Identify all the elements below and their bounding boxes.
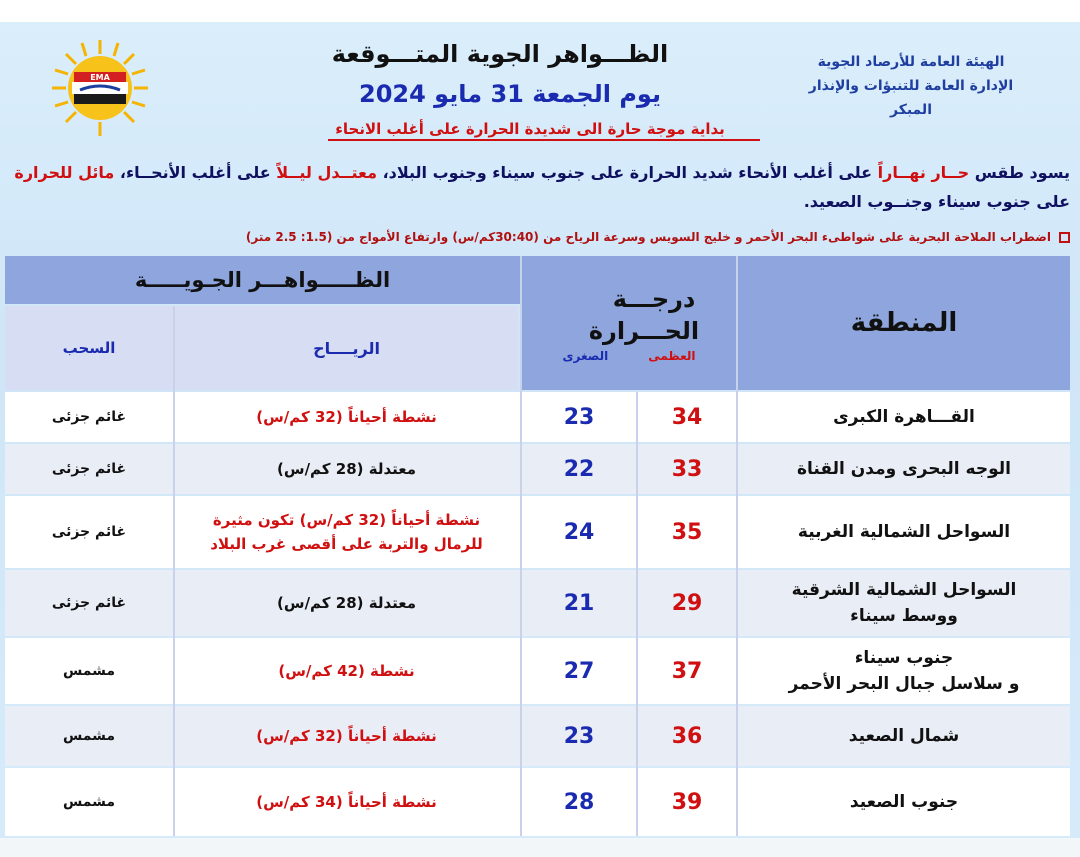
- clouds-cell: مشمس: [62, 663, 116, 679]
- marine-warning: [70, 230, 1070, 244]
- top-strip: [0, 0, 1080, 22]
- header-min: الصغرى: [562, 349, 609, 363]
- table-row: [5, 638, 1070, 704]
- min-temp-cell: 27: [563, 658, 595, 684]
- header-max: العظمى: [648, 349, 696, 363]
- column-divider: [636, 392, 638, 836]
- min-temp-cell: 23: [563, 723, 595, 749]
- region-cell: شمال الصعيد: [848, 726, 960, 746]
- column-divider: [520, 256, 522, 836]
- page-title: الظـــواهر الجوية المتـــوقعة: [331, 40, 669, 68]
- forecast-date: [330, 80, 690, 108]
- min-temp-cell: 28: [563, 789, 595, 815]
- clouds-cell: غائم جزئى: [51, 595, 127, 611]
- region-cell: جنوب الصعيد: [849, 792, 959, 812]
- max-temp-cell: 29: [671, 590, 703, 616]
- region-cell: الوجه البحرى ومدن القناة: [797, 459, 1011, 479]
- wind-cell: معتدلة (28 كم/س): [277, 460, 416, 478]
- checkbox-bullet-icon: [1059, 232, 1070, 243]
- date-year: 2024: [359, 80, 426, 108]
- max-temp-cell: 35: [671, 519, 703, 545]
- max-temp-cell: 33: [671, 456, 703, 482]
- forecast-table: [5, 256, 1070, 836]
- header-phenomena: الظـــــواهـــر الجـويـــــة: [5, 256, 520, 304]
- table-row: [5, 496, 1070, 568]
- header-wind: الريــــاح: [175, 306, 518, 390]
- ema-logo: [50, 38, 150, 138]
- heatwave-headline: بداية موجة حارة الى شديدة الحرارة على أغلب الانحاء: [290, 120, 770, 138]
- clouds-cell: مشمس: [62, 794, 116, 810]
- table-row: [5, 392, 1070, 442]
- wind-cell: معتدلة (28 كم/س): [277, 594, 416, 612]
- max-temp-cell: 37: [671, 658, 703, 684]
- min-temp-cell: 24: [563, 519, 595, 545]
- region-cell: السواحل الشمالية الشرقية ووسط سيناء: [791, 580, 1017, 626]
- svg-text:EMA: EMA: [90, 73, 110, 82]
- date-prefix: يوم الجمعة: [532, 80, 661, 108]
- column-divider: [173, 306, 175, 836]
- column-divider: [736, 256, 738, 836]
- org-line-2: الإدارة العامة للتنبؤات والإنذار المبكر: [808, 78, 1014, 118]
- wind-cell: نشطة (42 كم/س): [278, 662, 415, 680]
- region-cell: السواحل الشمالية الغربية: [797, 522, 1011, 542]
- clouds-cell: غائم جزئى: [51, 461, 127, 477]
- max-temp-cell: 34: [671, 404, 703, 430]
- date-day: 31: [490, 80, 524, 108]
- table-row: [5, 570, 1070, 636]
- org-line-1: الهيئة العامة للأرصاد الجوية: [817, 54, 1005, 70]
- header-clouds: السحب: [5, 306, 173, 390]
- min-temp-cell: 22: [563, 456, 595, 482]
- organization-name: [786, 50, 1036, 122]
- clouds-cell: غائم جزئى: [51, 409, 127, 425]
- wind-cell: نشطة أحياناً (34 كم/س): [256, 793, 437, 811]
- forecast-paragraph: يسود طقس حــار نهــاراً على أغلب الأنحاء شديد الحرارة على جنوب سيناء وجنوب البلاد، معتــدل ليــلاً على أغلب الأنحــاء، مائل للحرارة على جنوب سيناء وجنــوب الصعيد.: [14, 163, 1070, 211]
- table-row: [5, 768, 1070, 836]
- wind-cell: نشطة أحياناً (32 كم/س): [256, 408, 437, 426]
- bottom-strip: [0, 838, 1080, 857]
- clouds-cell: غائم جزئى: [51, 524, 127, 540]
- min-temp-cell: 23: [563, 404, 595, 430]
- table-row: [5, 706, 1070, 766]
- marine-warning-text: اضطراب الملاحة البحرية على شواطىء البحر الأحمر و خليج السويس وسرعة الرياح من (30:40كم/س) وارتفاع الأمواج من (1.5: 2.5 متر): [245, 230, 1051, 244]
- clouds-cell: مشمس: [62, 728, 116, 744]
- header-temperature: درجـــة الحـــرارة العظمى الصغرى: [522, 256, 736, 390]
- wind-cell: نشطة أحياناً (32 كم/س): [256, 727, 437, 745]
- header-region: المنطقة: [738, 256, 1070, 390]
- wind-cell: نشطة أحياناً (32 كم/س) تكون مثيرة للرمال والتربة على أقصى غرب البلاد: [210, 511, 483, 553]
- region-cell: جنوب سيناء و سلاسل جبال البحر الأحمر: [788, 648, 1020, 694]
- max-temp-cell: 39: [671, 789, 703, 815]
- date-month: مايو: [434, 80, 483, 108]
- table-row: [5, 444, 1070, 494]
- region-cell: القـــاهرة الكبرى: [833, 407, 975, 427]
- max-temp-cell: 36: [671, 723, 703, 749]
- min-temp-cell: 21: [563, 590, 595, 616]
